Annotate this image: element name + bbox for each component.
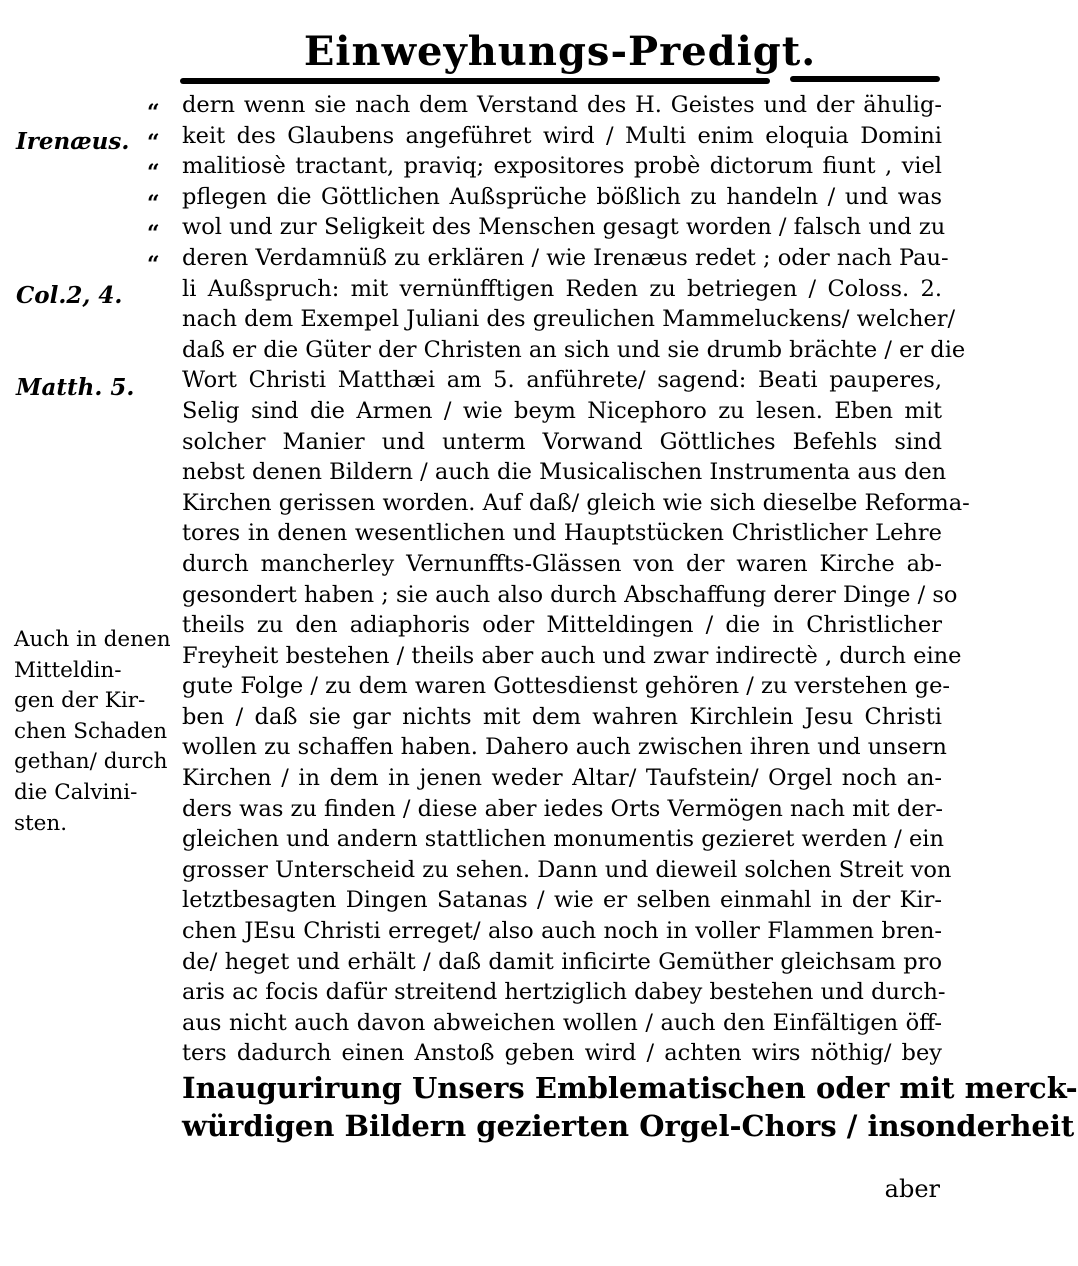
body-line: deren Verdamnüß zu erklären / wie Irenæus redet ; oder nach Pau- — [182, 244, 949, 271]
body-line: ders was zu finden / diese aber iedes Orts Vermögen nach mit der- — [182, 795, 943, 822]
body-line: Selig sind die Armen / wie beym Nicephoro zu lesen. Eben mit — [182, 397, 942, 424]
emphasis-block — [182, 1069, 1078, 1145]
body-line: aus nicht auch davon abweichen wollen / auch den Einfältigen öff- — [182, 1009, 942, 1036]
margin-ref-irenaeus: Irenæus. — [16, 128, 130, 155]
margin-ref-colossians: Col.2, 4. — [16, 282, 123, 309]
quote-mark: “ — [147, 191, 160, 217]
gloss-line: Auch in denen — [14, 627, 171, 652]
body-line: gleichen und andern stattlichen monumentis gezieret werden / ein — [182, 826, 944, 853]
quote-mark: “ — [147, 160, 160, 186]
gloss-line: chen Schaden — [14, 718, 168, 744]
body-line: ben / daß sie gar nichts mit dem wahren Kirchlein Jesu Christi — [182, 703, 942, 730]
body-line: gesondert haben ; sie auch also durch Abschaffung derer Dinge / so — [182, 581, 958, 608]
body-line: tores in denen wesentlichen und Hauptstücken Christlicher Lehre — [182, 520, 942, 547]
body-line: Kirchen / in dem in jenen weder Altar/ Taufstein/ Orgel noch an- — [182, 765, 942, 792]
gloss-line: gethan/ durch — [14, 749, 168, 775]
gloss-line: sten. — [14, 810, 68, 836]
body-line: daß er die Güter der Christen an sich und sie drumb brächte / er die — [182, 336, 966, 363]
body-line: letztbesagten Dingen Satanas / wie er selben einmahl in der Kir- — [182, 887, 942, 914]
body-line: li Außspruch: mit vernünfftigen Reden zu betriegen / Coloss. 2. — [182, 275, 942, 302]
body-line: gute Folge / zu dem waren Gottesdienst gehören / zu verstehen ge- — [182, 673, 950, 700]
body-text — [182, 90, 1078, 1145]
body-line: dern wenn sie nach dem Verstand des H. Geistes und der ähulig- — [182, 92, 942, 118]
quote-mark: “ — [147, 252, 160, 278]
emphasis-line: Inaugurirung Unsers Emblematischen oder mit merck- — [182, 1071, 1078, 1105]
body-line: malitiosè tractant, praviq; expositores probè dictorum fiunt , viel — [182, 153, 942, 180]
body-line: pflegen die Göttlichen Außsprüche bößlich zu handeln / und was — [182, 183, 942, 210]
body-line: keit des Glaubens angeführet wird / Multi enim eloquia Domini — [182, 122, 942, 149]
gloss-line: Mitteldin- — [14, 657, 122, 683]
body-line: grosser Unterscheid zu sehen. Dann und dieweil solchen Streit von — [182, 856, 952, 883]
header-rule-right — [790, 76, 940, 82]
gloss-line: die Calvini- — [14, 779, 138, 805]
body-line: wollen zu schaffen haben. Dahero auch zwischen ihren und unsern — [182, 734, 947, 761]
body-line: solcher Manier und unterm Vorwand Göttliches Befehls sind — [182, 428, 942, 455]
body-line: chen JEsu Christi erreget/ also auch noch in voller Flammen bren- — [182, 918, 942, 945]
body-line: aris ac focis dafür streitend hertziglich dabey bestehen und durch- — [182, 979, 946, 1006]
quote-mark: “ — [147, 100, 160, 126]
body-line: wol und zur Seligkeit des Menschen gesagt worden / falsch und zu — [182, 214, 946, 241]
body-line: Freyheit bestehen / theils aber auch und zwar indirectè , durch eine — [182, 642, 962, 669]
body-line: durch mancherley Vernunffts-Glässen von der waren Kirche ab- — [182, 550, 942, 577]
quote-mark: “ — [147, 130, 160, 156]
page-header-title: Einweyhungs-Predigt. — [303, 28, 817, 75]
margin-ref-matthew: Matth. 5. — [16, 374, 135, 401]
body-line: de/ heget und erhält / daß damit inficirte Gemüther gleichsam pro — [182, 948, 942, 975]
header-rule-left — [180, 78, 770, 84]
side-gloss — [14, 625, 184, 839]
quote-mark: “ — [147, 221, 160, 247]
body-line: theils zu den adiaphoris oder Mitteldingen / die in Christlicher — [182, 612, 942, 639]
body-line: Wort Christi Matthæi am 5. anführete/ sagend: Beati pauperes, — [182, 367, 942, 394]
body-line: Kirchen gerissen worden. Auf daß/ gleich wie sich dieselbe Reforma- — [182, 489, 970, 516]
body-line: nebst denen Bildern / auch die Musicalischen Instrumenta aus den — [182, 459, 947, 486]
catchword: aber — [884, 1175, 940, 1203]
emphasis-line: würdigen Bildern gezierten Orgel-Chors / insonderheit — [182, 1109, 1075, 1143]
body-line: ters dadurch einen Anstoß geben wird / achten wirs nöthig/ bey — [182, 1040, 942, 1067]
gloss-line: gen der Kir- — [14, 688, 146, 714]
body-line: nach dem Exempel Juliani des greulichen Mammeluckens/ welcher/ — [182, 306, 956, 333]
